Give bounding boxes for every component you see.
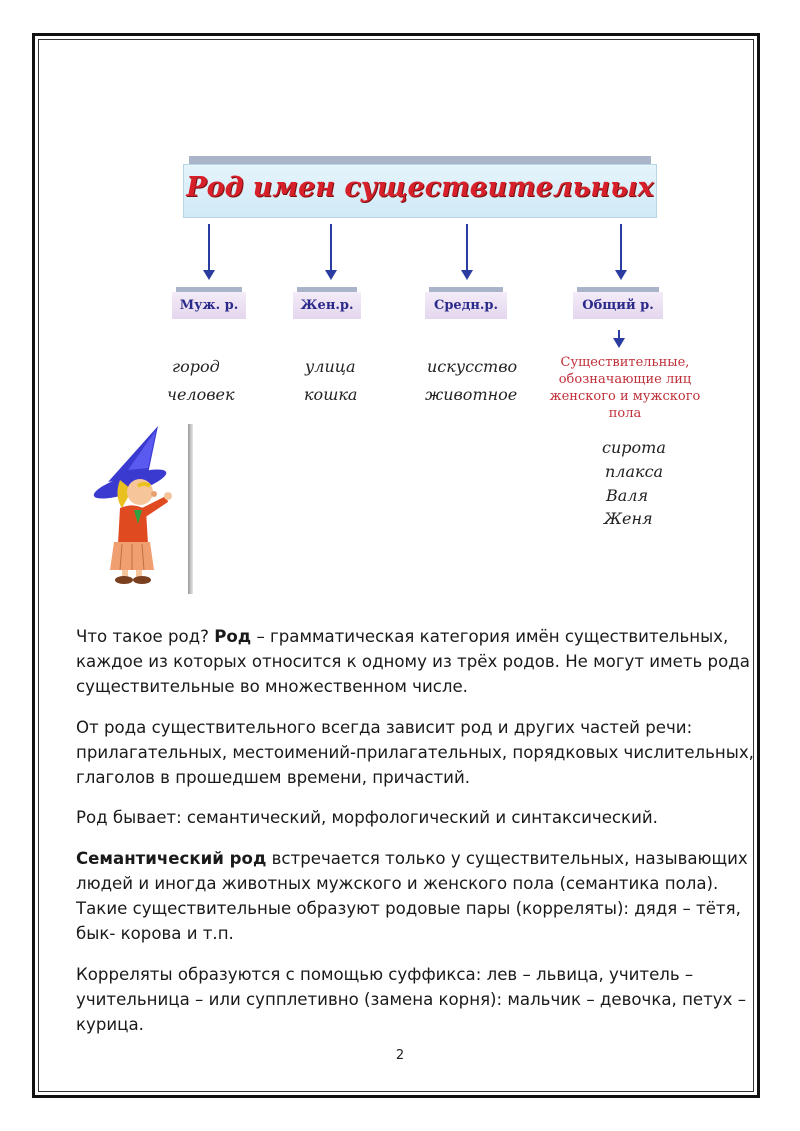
- example-word: кошка: [304, 385, 358, 404]
- category-label: Жен.р.: [300, 298, 354, 313]
- diagram-title: Род имен существительных: [186, 172, 654, 203]
- paragraph-types: Род бывает: семантический, морфологический и синтаксический.: [76, 808, 658, 827]
- category-label: Средн.р.: [433, 298, 499, 313]
- wizard-illustration: [88, 424, 188, 589]
- term-rod: Род: [214, 627, 252, 646]
- example-word: сирота: [602, 438, 666, 457]
- example-word: искусство: [427, 357, 518, 376]
- category-masculine: [172, 287, 246, 319]
- paragraph-semantic: Семантический род встречается только у существительных, называющих людей и иногда животных мужского и женского пола (семантика пола). Такие существительные образуют родовые пары (корреляты): дядя – тётя, бык- корова и т.п.: [76, 849, 748, 943]
- arrow-common-note: [618, 330, 620, 346]
- example-word: человек: [167, 385, 235, 404]
- paragraph-correlates: Корреляты образуются с помощью суффикса: лев – львица, учитель – учительница – или супплетивно (замена корня): мальчик – девочка, петух – курица.: [76, 965, 747, 1034]
- arrow-neuter: [466, 224, 468, 278]
- example-word: Женя: [604, 509, 653, 528]
- category-common: [573, 287, 663, 319]
- arrow-masculine: [208, 224, 210, 278]
- example-word: Валя: [606, 486, 649, 505]
- category-label: Общий р.: [582, 298, 654, 313]
- category-feminine: [293, 287, 361, 319]
- category-label: Муж. р.: [179, 298, 239, 313]
- arrow-common: [620, 224, 622, 278]
- illustration-divider: [188, 424, 193, 594]
- diagram-title-box: [183, 156, 657, 218]
- common-gender-note: Существительные, обозначающие лиц женского и мужского пола: [549, 355, 701, 421]
- arrow-feminine: [330, 224, 332, 278]
- example-word: город: [172, 357, 220, 376]
- example-word: животное: [425, 385, 518, 404]
- term-semantic-gender: Семантический род: [76, 849, 267, 868]
- paragraph-definition: Что такое род? Род – грамматическая категория имён существительных, каждое из которых относится к одному из трёх родов. Не могут иметь рода существительные во множественном числе.: [76, 627, 750, 696]
- category-neuter: [425, 287, 507, 319]
- example-word: улица: [305, 357, 356, 376]
- example-word: плакса: [605, 462, 664, 481]
- page-number: 2: [395, 1048, 405, 1063]
- paragraph-dependency: От рода существительного всегда зависит род и других частей речи: прилагательных, местоимений-прилагательных, порядковых числительных, глаголов в прошедшем времени, причастий.: [76, 718, 754, 787]
